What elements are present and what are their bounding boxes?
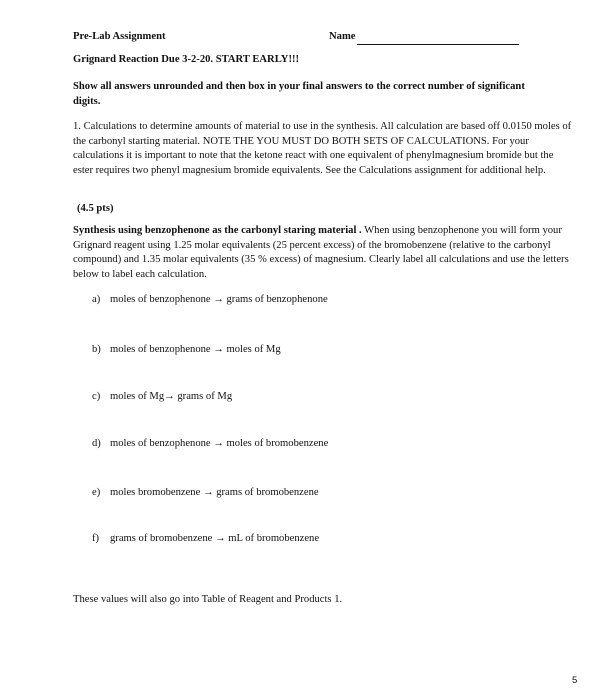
item-letter: e) xyxy=(92,487,101,498)
item-text: moles of benzophenone → moles of Mg xyxy=(110,344,281,355)
calc-item-b xyxy=(92,343,281,358)
calc-item-c xyxy=(92,390,232,405)
name-field[interactable] xyxy=(329,30,519,45)
question-1-text: 1. Calculations to determine amounts of material to use in the synthesis. All calculation are based off 0.0150 moles of the carbonyl starting material. NOTE THE YOU MUST DO BOTH SETS OF CALCULATIONS. For your calculations it is important to note that the ketone react with one equivalent of phenylmagnesium bromide but the ester requires two phenyl magnesium bromide equivalents. See the Calculations assignment for additional help. xyxy=(73,121,572,176)
item-text: moles of benzophenone → moles of bromobenzene xyxy=(110,438,329,449)
name-label: Name xyxy=(329,31,356,42)
synthesis-body: When using benzophenone you will form your Grignard reagent using 1.25 molar equivalents (25 percent excess) of the bromobenzene (relative to the carbonyl compound) and 1.35 molar equivalents (35 % excess) of magnesium. Clearly label all calculations and use the letters below to label each calculation. xyxy=(73,225,569,280)
question-1-points: (4.5 pts) xyxy=(77,203,114,214)
calc-item-a xyxy=(92,293,328,308)
item-text: grams of bromobenzene → mL of bromobenzene xyxy=(110,533,320,544)
item-letter: c) xyxy=(92,391,101,402)
header-row xyxy=(73,30,533,44)
page-number: 5 xyxy=(572,675,578,686)
item-letter: a) xyxy=(92,294,101,305)
item-text: moles of Mg→ grams of Mg xyxy=(110,391,233,402)
page-title: Grignard Reaction Due 3-2-20. START EARLY!!! xyxy=(73,54,300,65)
item-letter: d) xyxy=(92,438,101,449)
calc-item-e xyxy=(92,486,319,501)
item-text: moles of benzophenone → grams of benzophenone xyxy=(110,294,328,305)
closing-note: These values will also go into Table of Reagent and Products 1. xyxy=(73,594,343,605)
synthesis-paragraph xyxy=(73,224,573,282)
item-text: moles bromobenzene → grams of bromobenzene xyxy=(110,487,319,498)
name-blank-line[interactable] xyxy=(357,33,519,45)
item-letter: f) xyxy=(92,533,100,544)
calc-item-f xyxy=(92,532,319,547)
synthesis-heading: Synthesis using benzophenone as the carbonyl staring material . xyxy=(73,225,362,236)
calc-item-d xyxy=(92,437,328,452)
assignment-title: Pre-Lab Assignment xyxy=(73,31,166,42)
instructions: Show all answers unrounded and then box in your final answers to the correct number of significant digits. xyxy=(73,81,525,107)
item-letter: b) xyxy=(92,344,101,355)
